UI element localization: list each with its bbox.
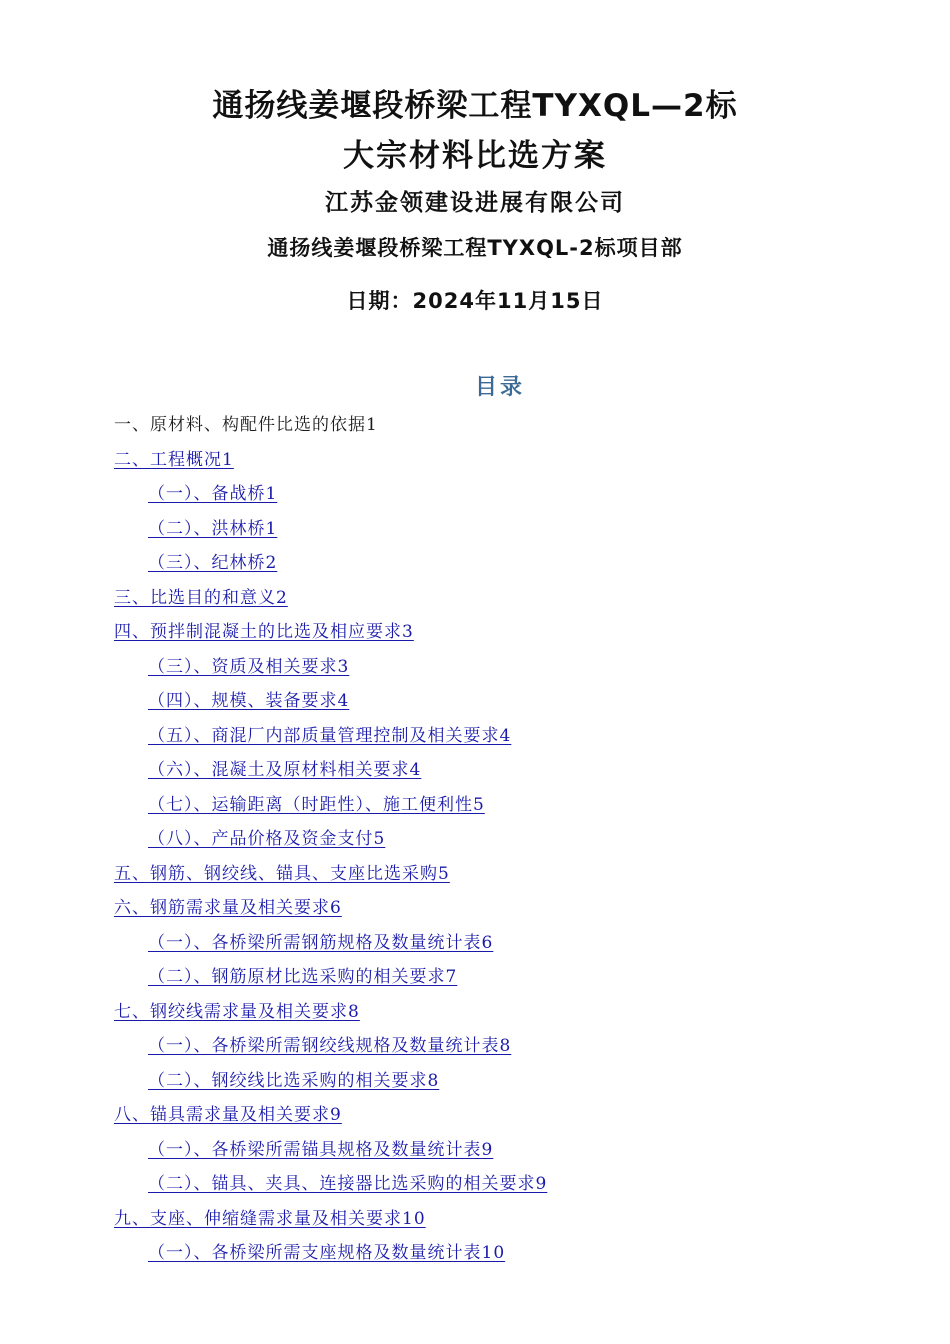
toc-link[interactable]: 六、钢筋需求量及相关要求6: [114, 898, 342, 918]
toc-link[interactable]: （二）、锚具、夹具、连接器比选采购的相关要求9: [148, 1174, 548, 1194]
toc-heading: 目录: [474, 375, 525, 400]
toc-link[interactable]: 二、工程概况1: [114, 449, 234, 470]
toc-link[interactable]: 九、支座、伸缩缝需求量及相关要求10: [114, 1208, 426, 1229]
toc-link[interactable]: （二）、洪林桥1: [148, 518, 278, 539]
toc-link[interactable]: （五）、商混厂内部质量管理控制及相关要求4: [148, 725, 512, 746]
toc-link[interactable]: 七、钢绞线需求量及相关要求8: [114, 1001, 360, 1022]
toc-link[interactable]: （一）、各桥梁所需锚具规格及数量统计表9: [148, 1139, 494, 1160]
document-subtitle: 大宗材料比选方案: [343, 138, 607, 174]
toc-link[interactable]: 三、比选目的和意义2: [114, 587, 288, 608]
toc-link[interactable]: 八、锚具需求量及相关要求9: [114, 1105, 342, 1125]
project-department: 通扬线姜堰段桥梁工程TYXQL-2标项目部: [267, 236, 683, 260]
toc-entry: 一、原材料、构配件比选的依据1: [114, 415, 378, 435]
toc-link[interactable]: （七）、运输距离（时距性）、施工便利性5: [148, 794, 485, 815]
toc-link[interactable]: （三）、纪林桥2: [148, 553, 278, 573]
toc-link[interactable]: （四）、规模、装备要求4: [148, 691, 350, 711]
toc-link[interactable]: （三）、资质及相关要求3: [148, 656, 350, 677]
toc-link[interactable]: （一）、各桥梁所需钢筋规格及数量统计表6: [148, 932, 494, 953]
company-name: 江苏金领建设进展有限公司: [325, 190, 625, 216]
toc-link[interactable]: （六）、混凝土及原材料相关要求4: [148, 760, 422, 780]
toc-link[interactable]: 五、钢筋、钢绞线、锚具、支座比选采购5: [114, 863, 450, 884]
toc-link[interactable]: （二）、钢筋原材比选采购的相关要求7: [148, 967, 458, 987]
toc-link[interactable]: （八）、产品价格及资金支付5: [148, 829, 386, 849]
document-title: 通扬线姜堰段桥梁工程TYXQL—2标: [212, 88, 738, 124]
toc-link[interactable]: （一）、各桥梁所需钢绞线规格及数量统计表8: [148, 1036, 512, 1056]
toc-link[interactable]: （一）、各桥梁所需支座规格及数量统计表10: [148, 1243, 506, 1263]
toc-link[interactable]: 四、预拌制混凝土的比选及相应要求3: [114, 622, 414, 642]
toc-link[interactable]: （二）、钢绞线比选采购的相关要求8: [148, 1070, 440, 1091]
toc-link[interactable]: （一）、备战桥1: [148, 484, 278, 504]
document-date: 日期：2024年11月15日: [346, 289, 604, 313]
